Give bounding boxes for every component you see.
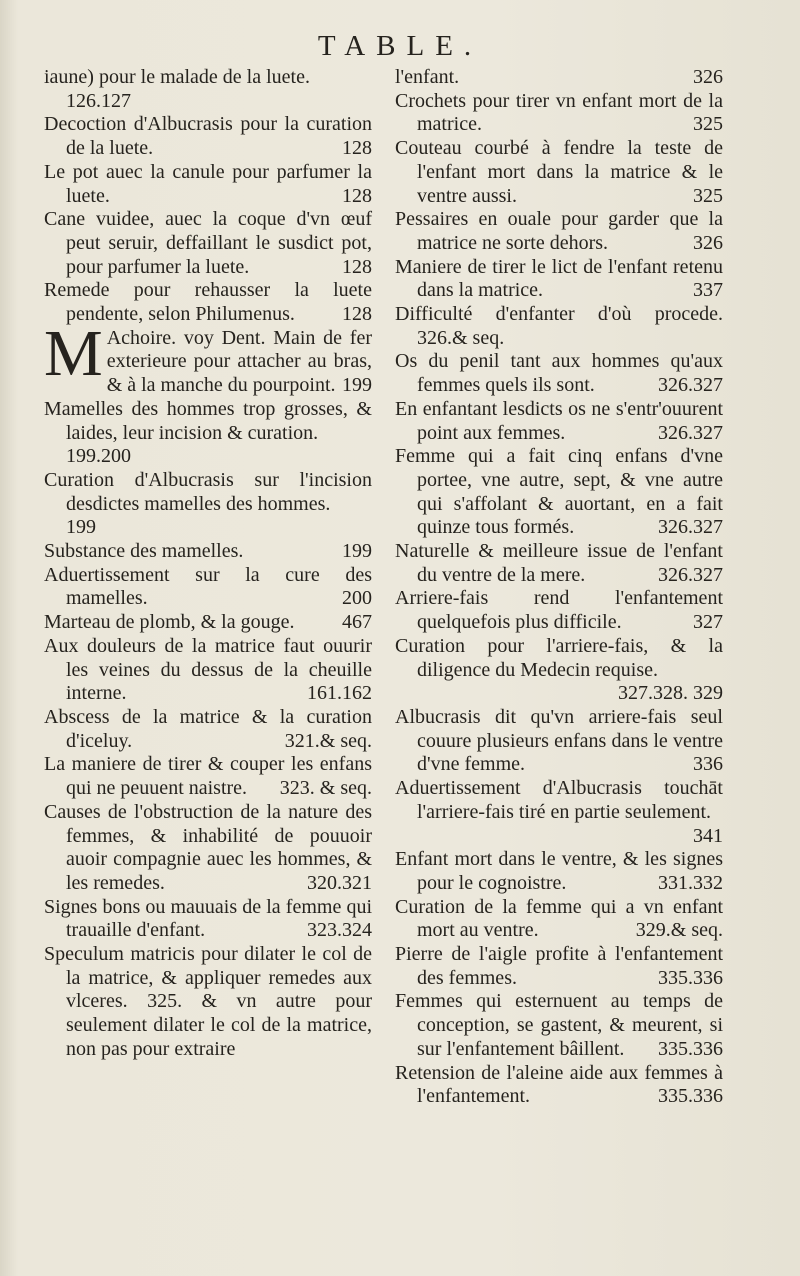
index-entry [44, 469, 372, 540]
index-entry [395, 540, 723, 587]
index-entry-pages: 325 [693, 113, 723, 136]
index-entry [395, 587, 723, 634]
index-entry-text: Crochets pour tirer vn enfant mort de la matrice. [395, 89, 723, 136]
index-entry-text: Maniere de tirer le lict de l'enfant retenu dans la matrice. [395, 255, 723, 302]
index-entry-text: iaune) pour le malade de la luete. [44, 66, 310, 88]
index-entry-text: Albucrasis dit qu'vn arriere-fais seul couure plusieurs enfans dans le ventre d'vne femme. [395, 705, 723, 776]
index-entry [44, 943, 372, 1062]
index-entry [395, 706, 723, 777]
index-entry [44, 611, 372, 635]
index-entry [395, 66, 723, 90]
index-entry-pages: 326.327 [658, 516, 723, 539]
index-entry-text: Decoction d'Albucrasis pour la curation de la luete. [44, 113, 372, 160]
drop-cap-initial: M [44, 316, 103, 390]
index-entry-text: Abscess de la matrice & la curation d'iceluy. [44, 705, 372, 752]
index-entry-text: Retension de l'aleine aide aux femmes à l'enfantement. [395, 1061, 723, 1108]
index-entry-pages: 331.332 [658, 871, 723, 894]
index-entry-text: Aux douleurs de la matrice faut ouurir les veines du dessus de la cheuille interne. [44, 634, 372, 705]
index-entry-text: La maniere de tirer & couper les enfans qui ne peuuent naistre. [44, 753, 372, 800]
index-entry [44, 161, 372, 208]
index-entry [44, 66, 372, 113]
index-entry-text: Curation d'Albucrasis sur l'incision desdictes mamelles des hommes. [44, 468, 372, 515]
index-entry-text: Pessaires en ouale pour garder que la matrice ne sorte dehors. [395, 208, 723, 254]
index-entry [395, 350, 723, 397]
index-entry [395, 398, 723, 445]
index-entry-pages: 336 [693, 753, 723, 776]
index-entry [395, 137, 723, 208]
index-entry-pages: 327.328. 329 [618, 682, 723, 705]
index-entry-pages: 326.327 [658, 421, 723, 444]
index-entry-pages: 128 [342, 303, 372, 326]
index-entry-text: Aduertissement sur la cure des mamelles. [44, 563, 372, 610]
index-entry-text: Os du penil tant aux hommes qu'aux femmes quels ils sont. [395, 350, 723, 397]
index-entry-pages: 326 [693, 231, 723, 254]
index-entry-pages: 337 [693, 279, 723, 302]
index-entry-text: l'enfant. [395, 66, 460, 88]
index-entry-text: Femmes qui esternuent au temps de conception, se gastent, & meurent, si sur l'enfantement bâillent. [395, 990, 723, 1060]
index-entry-pages: 335.336 [658, 1085, 723, 1108]
index-entry [395, 1062, 723, 1109]
index-column-right [395, 66, 723, 1109]
index-entry-pages: 126.127 [66, 89, 131, 112]
index-entry-pages: 199 [342, 540, 372, 563]
index-entry-pages: 200 [342, 587, 372, 610]
index-entry [395, 777, 723, 848]
index-entry [395, 848, 723, 895]
index-entry-pages: 128 [342, 255, 372, 278]
index-entry-text: Curation pour l'arriere-fais, & la diligence du Medecin requise. [395, 634, 723, 681]
index-entry-pages: 320.321 [307, 871, 372, 894]
index-entry-pages: 199.200 [66, 445, 131, 468]
index-entry-pages: 467 [342, 611, 372, 634]
index-entry-text: Femme qui a fait cinq enfans d'vne portee, vne autre, sept, & vne autre qui s'affolant & auortant, en a fait quinze tous formés. [395, 445, 723, 539]
index-entry-text: Remede pour rehausser la luete pendente, selon Philumenus. [44, 279, 372, 326]
index-entry-text: Curation de la femme qui a vn enfant mort au ventre. [395, 895, 723, 942]
index-entry [44, 753, 372, 800]
index-entry-pages: 199 [66, 516, 96, 539]
index-entry-pages: 329.& seq. [635, 919, 723, 942]
index-entry-text: Causes de l'obstruction de la nature des femmes, & inhabilité de pouuoir auoir compagnie auec les hommes, & les remedes. [44, 800, 372, 894]
index-entry [395, 90, 723, 137]
index-entry [44, 706, 372, 753]
index-entry-pages: 326.327 [658, 563, 723, 586]
index-entry-text: Enfant mort dans le ventre, & les signes pour le cognoistre. [395, 848, 723, 894]
index-entry-text: Achoire. voy Dent. Main de fer exterieure pour attacher au bras, & à la manche du pourpoint. [106, 326, 372, 397]
index-entry-pages: 321.& seq. [284, 729, 372, 752]
index-entry-text: Difficulté d'enfanter d'où procede. 326.& seq. [395, 303, 723, 349]
index-entry-text: Signes bons ou mauuais de la femme qui trauaille d'enfant. [44, 895, 372, 942]
index-entry [44, 113, 372, 160]
index-entry [395, 445, 723, 540]
index-entry-pages: 323.324 [307, 919, 372, 942]
index-entry-text: Aduertissement d'Albucrasis touchāt l'arriere-fais tiré en partie seulement. [395, 777, 723, 823]
index-entry [395, 990, 723, 1061]
index-entry [395, 896, 723, 943]
index-entry [44, 801, 372, 896]
index-entry-pages: 325 [693, 184, 723, 207]
index-entry-pages: 341 [693, 824, 723, 847]
index-entry [395, 303, 723, 350]
page-header: TABLE. [317, 30, 483, 62]
index-entry-pages: 335.336 [658, 1037, 723, 1060]
index-entry-pages: 327 [693, 611, 723, 634]
index-entry-pages: 128 [342, 184, 372, 207]
index-entry [44, 208, 372, 279]
index-entry [395, 943, 723, 990]
index-entry-text: Le pot auec la canule pour parfumer la luete. [44, 160, 372, 207]
index-entry [395, 256, 723, 303]
index-entry [44, 540, 372, 564]
index-entry-pages: 335.336 [658, 966, 723, 989]
index-entry [44, 398, 372, 469]
index-entry-pages: 326 [693, 66, 723, 88]
index-entry [395, 635, 723, 706]
index-entry-text: Arriere-fais rend l'enfantement quelquefois plus difficile. [395, 587, 723, 634]
index-entry-text: Pierre de l'aigle profite à l'enfantement des femmes. [395, 943, 723, 989]
index-entry-text: Mamelles des hommes trop grosses, & laides, leur incision & curation. [44, 397, 372, 444]
index-entry-text: Couteau courbé à fendre la teste de l'enfant mort dans la matrice & le ventre aussi. [395, 137, 723, 207]
index-entry-pages: 323. & seq. [279, 777, 372, 800]
index-entry-text: En enfantant lesdicts os ne s'entr'ouurent point aux femmes. [395, 397, 723, 444]
index-entry-pages: 326.327 [658, 374, 723, 397]
index-entry-text: Naturelle & meilleure issue de l'enfant du ventre de la mere. [395, 540, 723, 586]
index-entry-pages: 128 [342, 137, 372, 160]
index-entry [44, 316, 372, 398]
index-entry [395, 208, 723, 255]
index-entry-pages: 161.162 [307, 682, 372, 705]
index-column-left [44, 66, 372, 1062]
index-entry [44, 896, 372, 943]
index-entry [44, 564, 372, 611]
index-entry-pages: 199 [342, 374, 372, 397]
index-entry-text: Marteau de plomb, & la gouge. [44, 611, 295, 634]
index-entry [44, 635, 372, 706]
index-entry-text: Speculum matricis pour dilater le col de la matrice, & appliquer remedes aux vlceres. 325. & vn autre pour seulement dilater le col de la matrice, non pas pour extraire [44, 943, 372, 1060]
index-entry-text: Substance des mamelles. [44, 540, 244, 563]
index-entry-text: Cane vuidee, auec la coque d'vn œuf peut seruir, deffaillant le susdict pot, pour parfumer la luete. [44, 208, 372, 278]
